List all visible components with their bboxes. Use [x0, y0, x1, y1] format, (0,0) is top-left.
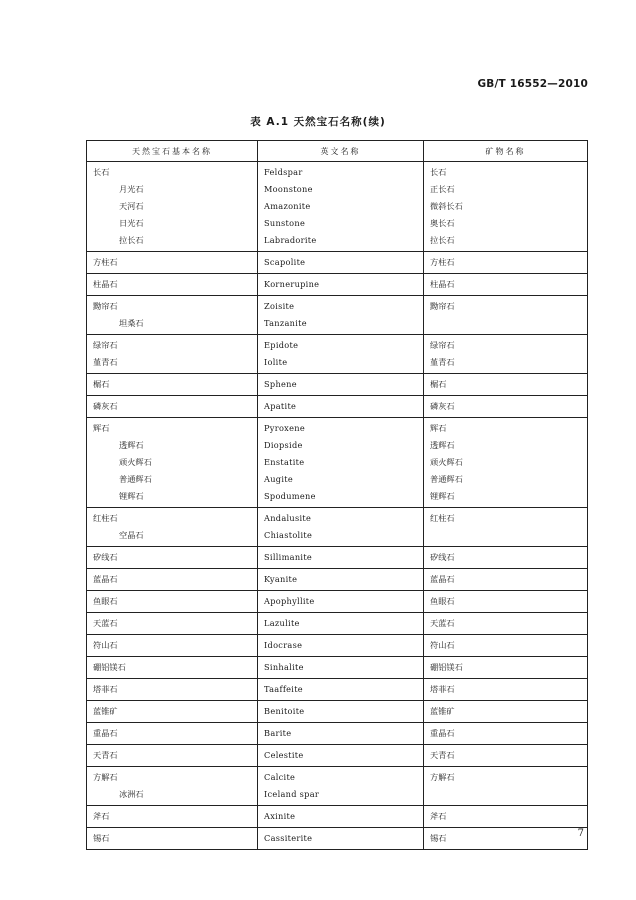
table-row-group — [87, 679, 588, 701]
gem-names-table — [86, 140, 588, 850]
english-name-cell: Zoisite — [258, 296, 424, 316]
english-name-cell: Scapolite — [258, 252, 424, 274]
basic-name-cell: 符山石 — [87, 635, 258, 657]
basic-name-cell: 坦桑石 — [87, 315, 258, 335]
english-name-cell: Labradorite — [258, 232, 424, 252]
mineral-name-cell: 榍石 — [424, 374, 588, 396]
table-row — [87, 471, 588, 488]
table-row-group — [87, 657, 588, 679]
mineral-name-cell: 堇青石 — [424, 354, 588, 374]
column-header-mineral-name: 矿物名称 — [424, 141, 588, 162]
mineral-name-cell: 重晶石 — [424, 723, 588, 745]
english-name-cell: Enstatite — [258, 454, 424, 471]
mineral-name-cell: 普通辉石 — [424, 471, 588, 488]
basic-name-cell: 鱼眼石 — [87, 591, 258, 613]
table-row — [87, 274, 588, 296]
mineral-name-cell: 天蓝石 — [424, 613, 588, 635]
basic-name-cell: 磷灰石 — [87, 396, 258, 418]
basic-name-cell: 拉长石 — [87, 232, 258, 252]
table-row-group — [87, 591, 588, 613]
table-row — [87, 569, 588, 591]
basic-name-cell: 透辉石 — [87, 437, 258, 454]
english-name-cell: Kyanite — [258, 569, 424, 591]
english-name-cell: Feldspar — [258, 162, 424, 182]
english-name-cell: Taaffeite — [258, 679, 424, 701]
english-name-cell: Apatite — [258, 396, 424, 418]
table-row-group — [87, 335, 588, 374]
table-row — [87, 745, 588, 767]
basic-name-cell: 榍石 — [87, 374, 258, 396]
mineral-name-cell: 蓝晶石 — [424, 569, 588, 591]
basic-name-cell: 顽火辉石 — [87, 454, 258, 471]
english-name-cell: Diopside — [258, 437, 424, 454]
english-name-cell: Spodumene — [258, 488, 424, 508]
table-row-group — [87, 635, 588, 657]
table-row — [87, 215, 588, 232]
mineral-name-cell: 正长石 — [424, 181, 588, 198]
english-name-cell: Benitoite — [258, 701, 424, 723]
basic-name-cell: 柱晶石 — [87, 274, 258, 296]
page-number: 7 — [577, 828, 584, 839]
basic-name-cell: 月光石 — [87, 181, 258, 198]
english-name-cell: Calcite — [258, 767, 424, 787]
table-row-group — [87, 396, 588, 418]
mineral-name-cell: 微斜长石 — [424, 198, 588, 215]
basic-name-cell: 空晶石 — [87, 527, 258, 547]
basic-name-cell: 蓝晶石 — [87, 569, 258, 591]
mineral-name-cell: 黝帘石 — [424, 296, 588, 316]
basic-name-cell: 辉石 — [87, 418, 258, 438]
table-row — [87, 786, 588, 806]
basic-name-cell: 蓝锥矿 — [87, 701, 258, 723]
mineral-name-cell: 红柱石 — [424, 508, 588, 528]
table-row — [87, 767, 588, 787]
table-row-group — [87, 723, 588, 745]
basic-name-cell: 矽线石 — [87, 547, 258, 569]
mineral-name-cell: 透辉石 — [424, 437, 588, 454]
english-name-cell: Andalusite — [258, 508, 424, 528]
english-name-cell: Amazonite — [258, 198, 424, 215]
basic-name-cell: 堇青石 — [87, 354, 258, 374]
english-name-cell: Sinhalite — [258, 657, 424, 679]
table-row — [87, 296, 588, 316]
table-row-group — [87, 162, 588, 252]
table-row-group — [87, 701, 588, 723]
mineral-name-cell: 鱼眼石 — [424, 591, 588, 613]
mineral-name-cell: 硼铝镁石 — [424, 657, 588, 679]
english-name-cell: Chiastolite — [258, 527, 424, 547]
english-name-cell: Moonstone — [258, 181, 424, 198]
english-name-cell: Barite — [258, 723, 424, 745]
english-name-cell: Tanzanite — [258, 315, 424, 335]
english-name-cell: Kornerupine — [258, 274, 424, 296]
basic-name-cell: 塔菲石 — [87, 679, 258, 701]
basic-name-cell: 日光石 — [87, 215, 258, 232]
english-name-cell: Cassiterite — [258, 828, 424, 850]
table-row — [87, 374, 588, 396]
table-row — [87, 252, 588, 274]
english-name-cell: Epidote — [258, 335, 424, 355]
table-row-group — [87, 374, 588, 396]
table-row — [87, 679, 588, 701]
table-row-group — [87, 613, 588, 635]
table-row — [87, 181, 588, 198]
standard-code: GB/T 16552—2010 — [477, 78, 588, 90]
mineral-name-cell: 拉长石 — [424, 232, 588, 252]
mineral-name-cell — [424, 527, 588, 547]
basic-name-cell: 普通辉石 — [87, 471, 258, 488]
mineral-name-cell: 蓝锥矿 — [424, 701, 588, 723]
mineral-name-cell: 符山石 — [424, 635, 588, 657]
mineral-name-cell: 锡石 — [424, 828, 588, 850]
column-header-basic-name: 天然宝石基本名称 — [87, 141, 258, 162]
table-row-group — [87, 767, 588, 806]
table-row — [87, 723, 588, 745]
table-row — [87, 396, 588, 418]
basic-name-cell: 红柱石 — [87, 508, 258, 528]
basic-name-cell: 天蓝石 — [87, 613, 258, 635]
table-row — [87, 454, 588, 471]
basic-name-cell: 黝帘石 — [87, 296, 258, 316]
mineral-name-cell: 方柱石 — [424, 252, 588, 274]
table-row — [87, 162, 588, 182]
mineral-name-cell — [424, 786, 588, 806]
basic-name-cell: 绿帘石 — [87, 335, 258, 355]
column-header-english-name: 英文名称 — [258, 141, 424, 162]
table-row-group — [87, 547, 588, 569]
table-row — [87, 418, 588, 438]
basic-name-cell: 天河石 — [87, 198, 258, 215]
english-name-cell: Idocrase — [258, 635, 424, 657]
table-row — [87, 315, 588, 335]
table-row — [87, 437, 588, 454]
basic-name-cell: 长石 — [87, 162, 258, 182]
mineral-name-cell: 天青石 — [424, 745, 588, 767]
mineral-name-cell: 奥长石 — [424, 215, 588, 232]
english-name-cell: Apophyllite — [258, 591, 424, 613]
table-row-group — [87, 508, 588, 547]
table-row — [87, 354, 588, 374]
table-row — [87, 335, 588, 355]
table-row — [87, 701, 588, 723]
table-caption: 表 A.1 天然宝石名称(续) — [250, 116, 386, 128]
english-name-cell: Iolite — [258, 354, 424, 374]
english-name-cell: Pyroxene — [258, 418, 424, 438]
table-row-group — [87, 274, 588, 296]
english-name-cell: Augite — [258, 471, 424, 488]
mineral-name-cell: 辉石 — [424, 418, 588, 438]
table-row — [87, 635, 588, 657]
table-header-row — [87, 141, 588, 162]
english-name-cell: Iceland spar — [258, 786, 424, 806]
table-row — [87, 198, 588, 215]
basic-name-cell: 重晶石 — [87, 723, 258, 745]
table-row-group — [87, 418, 588, 508]
table-row-group — [87, 296, 588, 335]
english-name-cell: Sphene — [258, 374, 424, 396]
mineral-name-cell — [424, 315, 588, 335]
table-row — [87, 613, 588, 635]
table-row-group — [87, 745, 588, 767]
english-name-cell: Axinite — [258, 806, 424, 828]
basic-name-cell: 方柱石 — [87, 252, 258, 274]
table-row — [87, 232, 588, 252]
mineral-name-cell: 顽火辉石 — [424, 454, 588, 471]
mineral-name-cell: 长石 — [424, 162, 588, 182]
basic-name-cell: 冰洲石 — [87, 786, 258, 806]
table-row — [87, 591, 588, 613]
mineral-name-cell: 斧石 — [424, 806, 588, 828]
basic-name-cell: 斧石 — [87, 806, 258, 828]
basic-name-cell: 锡石 — [87, 828, 258, 850]
english-name-cell: Sunstone — [258, 215, 424, 232]
table-row-group — [87, 252, 588, 274]
basic-name-cell: 天青石 — [87, 745, 258, 767]
table-row — [87, 488, 588, 508]
table-row — [87, 508, 588, 528]
mineral-name-cell: 塔菲石 — [424, 679, 588, 701]
basic-name-cell: 锂辉石 — [87, 488, 258, 508]
basic-name-cell: 方解石 — [87, 767, 258, 787]
english-name-cell: Sillimanite — [258, 547, 424, 569]
mineral-name-cell: 柱晶石 — [424, 274, 588, 296]
table-row-group — [87, 806, 588, 828]
mineral-name-cell: 锂辉石 — [424, 488, 588, 508]
table-row — [87, 547, 588, 569]
table-row — [87, 806, 588, 828]
table-row — [87, 657, 588, 679]
mineral-name-cell: 矽线石 — [424, 547, 588, 569]
table-row-group — [87, 828, 588, 850]
mineral-name-cell: 磷灰石 — [424, 396, 588, 418]
english-name-cell: Lazulite — [258, 613, 424, 635]
table-row-group — [87, 569, 588, 591]
mineral-name-cell: 方解石 — [424, 767, 588, 787]
table-row — [87, 527, 588, 547]
basic-name-cell: 硼铝镁石 — [87, 657, 258, 679]
mineral-name-cell: 绿帘石 — [424, 335, 588, 355]
english-name-cell: Celestite — [258, 745, 424, 767]
table-row — [87, 828, 588, 850]
